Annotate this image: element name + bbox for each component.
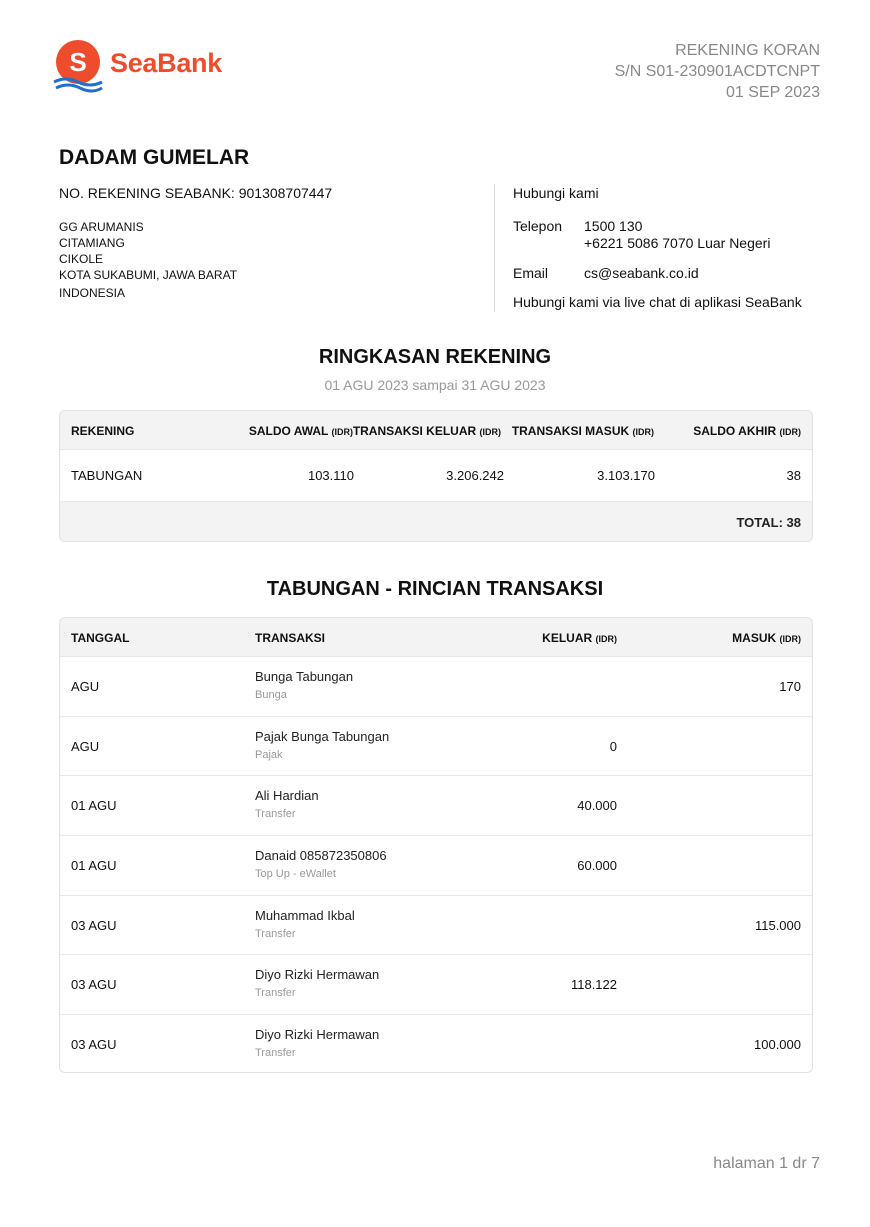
table-row xyxy=(60,775,812,835)
transaction-date: 03 AGU xyxy=(71,917,117,933)
transaction-date: AGU xyxy=(71,679,100,694)
statement-date: 01 SEP 2023 xyxy=(725,84,820,101)
header-incoming: TRANSAKSI MASUK (IDR) xyxy=(511,424,654,438)
transaction-description xyxy=(255,908,355,940)
phone-label: Telepon xyxy=(513,218,563,234)
summary-total: TOTAL: 38 xyxy=(736,515,801,530)
transaction-name: Danaid 085872350806 xyxy=(255,848,387,864)
summary-title: RINGKASAN REKENING xyxy=(318,346,552,368)
header-account: REKENING xyxy=(71,424,135,438)
transaction-date: 03 AGU xyxy=(71,1037,117,1053)
seabank-logo-icon xyxy=(52,38,108,94)
header-opening: SALDO AWAL (IDR) xyxy=(248,424,353,438)
transaction-in: 115.000 xyxy=(754,917,801,933)
transaction-out: 0 xyxy=(609,738,617,754)
table-row xyxy=(60,716,812,776)
summary-period: 01 AGU 2023 sampai 31 AGU 2023 xyxy=(324,377,546,393)
transaction-description xyxy=(255,967,379,999)
email-label: Email xyxy=(513,265,549,281)
transaction-in: 170 xyxy=(779,679,801,694)
details-title: TABUNGAN - RINCIAN TRANSAKSI xyxy=(266,578,604,600)
header-in: MASUK (IDR) xyxy=(732,631,801,645)
transaction-name: Bunga Tabungan xyxy=(255,669,354,684)
table-row xyxy=(60,1014,812,1073)
transaction-type: Pajak xyxy=(255,748,283,761)
table-row xyxy=(60,656,812,716)
transaction-date: AGU xyxy=(71,738,100,754)
table-row xyxy=(60,835,812,895)
email-address[interactable]: cs@seabank.co.id xyxy=(584,265,699,281)
transaction-date: 01 AGU xyxy=(71,798,117,814)
page-number: halaman 1 dr 7 xyxy=(713,1155,820,1172)
transaction-name: Muhammad Ikbal xyxy=(255,907,355,923)
summary-incoming: 3.103.170 xyxy=(597,468,655,483)
transaction-type: Top Up - eWallet xyxy=(255,868,336,881)
transaction-out: 118.122 xyxy=(570,977,617,993)
address-line: KOTA SUKABUMI, JAWA BARAT xyxy=(59,268,238,282)
serial-number: S/N S01-230901ACDTCNPT xyxy=(614,63,820,80)
transaction-type: Bunga xyxy=(255,689,287,701)
document-type: REKENING KORAN xyxy=(675,42,820,59)
transaction-description xyxy=(255,788,319,820)
summary-closing: 38 xyxy=(786,468,801,483)
transaction-description xyxy=(255,1027,379,1059)
transaction-description xyxy=(255,729,389,761)
customer-name: DADAM GUMELAR xyxy=(59,146,250,169)
transactions-table xyxy=(59,617,813,1073)
transaction-date: 01 AGU xyxy=(71,858,117,874)
transactions-header-row xyxy=(60,618,812,656)
phone-number-international: +6221 5086 7070 Luar Negeri xyxy=(584,235,771,251)
transaction-type: Transfer xyxy=(255,987,296,1000)
transaction-description xyxy=(255,669,353,701)
svg-text:S: S xyxy=(69,47,87,77)
summary-row xyxy=(60,449,812,501)
transaction-type: Transfer xyxy=(255,808,296,821)
transaction-out: 40.000 xyxy=(577,798,617,814)
header-closing: SALDO AKHIR (IDR) xyxy=(693,424,801,438)
vertical-divider xyxy=(494,184,495,312)
table-row xyxy=(60,895,812,955)
customer-address xyxy=(59,219,237,301)
transaction-name: Pajak Bunga Tabungan xyxy=(255,728,390,744)
header-out: KELUAR (IDR) xyxy=(542,631,617,645)
transaction-name: Diyo Rizki Hermawan xyxy=(255,1027,380,1043)
account-number: NO. REKENING SEABANK: 901308707447 xyxy=(59,185,333,201)
brand-name: SeaBank xyxy=(110,48,222,78)
contact-heading: Hubungi kami xyxy=(513,185,599,201)
address-line: CIKOLE xyxy=(59,252,104,266)
live-chat-note: Hubungi kami via live chat di aplikasi SeaBank xyxy=(513,294,802,310)
transaction-date: 03 AGU xyxy=(71,977,117,993)
transaction-type: Transfer xyxy=(255,1047,296,1060)
transaction-name: Diyo Rizki Hermawan xyxy=(255,967,380,983)
transaction-type: Transfer xyxy=(255,927,296,940)
header-transaction: TRANSAKSI xyxy=(255,631,326,645)
transaction-rows xyxy=(60,656,812,1073)
address-line: CITAMIANG xyxy=(59,236,125,250)
summary-table xyxy=(59,410,813,542)
table-row xyxy=(60,954,812,1014)
transaction-name: Ali Hardian xyxy=(255,788,319,804)
summary-opening: 103.110 xyxy=(307,468,354,483)
transaction-in: 100.000 xyxy=(754,1037,801,1053)
address-line: GG ARUMANIS xyxy=(59,220,144,234)
header-date: TANGGAL xyxy=(71,631,130,645)
phone-number: 1500 130 xyxy=(584,218,643,234)
summary-total-row xyxy=(60,501,812,542)
header-outgoing: TRANSAKSI KELUAR (IDR) xyxy=(352,424,501,438)
transaction-description xyxy=(255,848,387,880)
summary-header-row xyxy=(60,411,812,449)
transaction-out: 60.000 xyxy=(577,858,617,874)
summary-outgoing: 3.206.242 xyxy=(446,468,504,483)
address-line: INDONESIA xyxy=(59,286,126,300)
summary-account: TABUNGAN xyxy=(71,468,143,483)
